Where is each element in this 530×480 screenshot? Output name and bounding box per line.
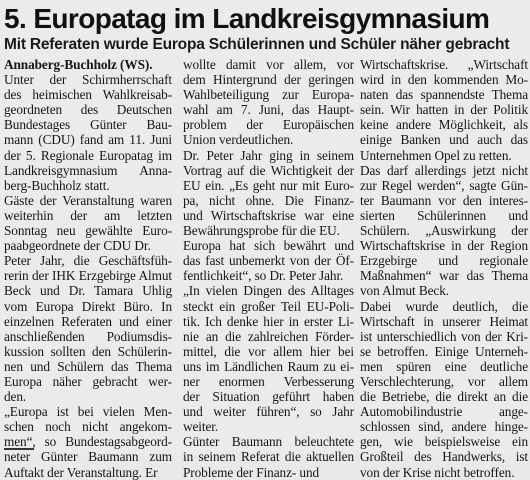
article-line: dem Hintergrund der geringen xyxy=(183,72,354,88)
article-column-2 xyxy=(183,57,354,480)
article-line: kussion sollten den Schülerin- xyxy=(4,343,172,359)
article-line: Bewährungsprobe für die EU. xyxy=(183,223,340,239)
article-line: Verschlechterung, vor allem xyxy=(360,373,528,389)
article-line: vom Europa Direkt Büro. In xyxy=(4,298,172,314)
article-line: der 5. Regionale Europatag im xyxy=(4,147,172,163)
article-line: berg-Buchholz statt. xyxy=(4,177,110,193)
article-line: Europa hat sich bewährt und xyxy=(183,238,354,254)
article-line: von Almut Beck. xyxy=(360,283,449,299)
dateline: Annaberg-Buchholz (WS). xyxy=(4,57,153,72)
article-line: nie an die zahlreichen Förder- xyxy=(183,328,354,344)
article-line: sierten Schülerinnen und xyxy=(360,207,528,223)
article-line: Sonntag neu gewählte Euro- xyxy=(4,223,172,239)
article-line: Europa näher gebracht wer- xyxy=(4,373,172,389)
article-line: einzelnen Referaten und einer xyxy=(4,313,172,329)
article-line: fentlichkeit“, so Dr. Peter Jahr. xyxy=(183,268,344,284)
article-line: steckt ein großer Teil EU-Poli- xyxy=(183,298,354,314)
article-line: weiterhin der am letzten xyxy=(4,207,172,223)
article-line: Großteil des Handwerks, ist xyxy=(360,449,528,465)
article-line: Wirtschaft in unserer Heimat xyxy=(360,313,528,329)
article-line: neter Günter Baumann zum xyxy=(4,449,172,465)
article-line: mittel, die vor allem hier bei xyxy=(183,343,354,359)
article-line: einige Banken und auch das xyxy=(360,132,528,148)
article-line: Wirtschaftskrise. „Wirtschaft xyxy=(360,57,528,72)
article-line: Maßnahmen“ war das Thema xyxy=(360,268,528,284)
article-line: Schülern. „Auswirkung der xyxy=(360,223,528,239)
article-line: und Wirtschaftskrise war eine xyxy=(183,207,354,223)
article-line: von der Krise nicht betroffen. xyxy=(360,464,515,480)
article-line: paabgeordnete der CDU Dr. xyxy=(4,238,151,254)
article-line: tik. Ich denke hier in erster Li- xyxy=(183,313,354,329)
article-line: wollte damit vor allem, vor xyxy=(183,57,354,72)
article-line: schen noch nicht angekom- xyxy=(4,419,172,435)
article-line: rerin der IHK Erzgebirge Almut xyxy=(4,268,172,284)
article-line: Dabei wurde deutlich, die xyxy=(360,298,528,314)
article-line: wahl am 7. Juni, das Haupt- xyxy=(183,102,354,118)
article-line: das fast unbemerkt von der Öf- xyxy=(183,253,354,269)
article-line: Das darf allerdings jetzt nicht xyxy=(360,162,528,178)
article-line: Probleme der Finanz- und xyxy=(183,464,320,480)
article-line: problem der Europäischen xyxy=(183,117,354,133)
subheadline: Mit Referaten wurde Europa Schülerinnen und Schüler näher gebracht xyxy=(4,36,510,53)
article-line: Dr. Peter Jahr ging in seinem xyxy=(183,147,354,163)
article-line: keine andere Möglichkeit, als xyxy=(360,117,528,133)
article-line: mann (CDU) fand am 11. Juni xyxy=(4,132,172,148)
article-line: pa, nicht ohne. Die Finanz- xyxy=(183,192,354,208)
article-line: Beck und Dr. Tamara Uhlig xyxy=(4,283,172,299)
article-line: men spüren eine deutliche xyxy=(360,358,528,374)
article-line: Erzgebirge und regionale xyxy=(360,253,528,269)
article-line: zur Regel werden“, sagte Gün- xyxy=(360,177,528,193)
article-line: weiter. xyxy=(183,419,219,435)
article-line: Union verdeutlichen. xyxy=(183,132,294,148)
article-line: Landkreisgymnasium Anna- xyxy=(4,162,172,178)
article-line: Unternehmen Opel zu retten. xyxy=(360,147,512,163)
article-line: Vortrag auf die Wichtigkeit der xyxy=(183,162,354,178)
article-line: Wirtschaftskrise in der Region xyxy=(360,238,528,254)
article-line: den. xyxy=(4,389,27,405)
article-line: wird in den kommenden Mo- xyxy=(360,72,528,88)
article-line: nen und Schülern das Thema xyxy=(4,358,172,374)
article-line: und weiter führen“, so Jahr xyxy=(183,404,354,420)
article-line: des heimischen Wahlkreisab- xyxy=(4,87,172,103)
article-line: EU ein. „Es geht nur mit Euro- xyxy=(183,177,354,193)
article-line: die Betriebe, die direkt an die xyxy=(360,389,528,405)
article-line: Peter Jahr, die Geschäftsfüh- xyxy=(4,253,172,269)
article-line: geordneten des Deutschen xyxy=(4,102,172,118)
article-line: Unter der Schirmherrschaft xyxy=(4,72,172,88)
article-line: Bundestages Günter Bau- xyxy=(4,117,172,133)
article-line: men“, so Bundestagsabgeord- xyxy=(4,434,172,450)
article-line: Gäste der Veranstaltung waren xyxy=(4,192,172,208)
article-line: ner enormen Verbesserung xyxy=(183,373,354,389)
article-line: Günter Baumann beleuchtete xyxy=(183,434,354,450)
article-column-1 xyxy=(4,57,172,480)
article-line: „Europa ist bei vielen Men- xyxy=(4,404,172,420)
article-line: ist unterschiedlich von der Kri- xyxy=(360,328,528,344)
article-line: se betroffen. Einige Unterneh- xyxy=(360,343,528,359)
article-line: „In vielen Dingen des Alltages xyxy=(183,283,354,299)
article-line: schlossen sind, andere hinge- xyxy=(360,419,528,435)
article-line: Automobilindustrie ange- xyxy=(360,404,528,420)
article-column-3 xyxy=(360,57,528,480)
article-line: Wahlbeteiligung zur Europa- xyxy=(183,87,354,103)
article-line: ter Baumann vor den interes- xyxy=(360,192,528,208)
article-line: in seinem Referat die aktuellen xyxy=(183,449,354,465)
headline: 5. Europatag im Landkreisgymnasium xyxy=(4,3,490,34)
article-line: Auftakt der Veranstaltung. Er xyxy=(4,464,158,480)
next-article-rule xyxy=(4,448,34,455)
article-line: uns im Ländlichen Raum zu ei- xyxy=(183,358,354,374)
article-line: gen, wie beispielsweise ein xyxy=(360,434,528,450)
article-line: sein. Wir hatten in der Politik xyxy=(360,102,528,118)
article-line: naten das spannendste Thema xyxy=(360,87,528,103)
article-line: anschließenden Podiumsdis- xyxy=(4,328,172,344)
article-line: der Situation geführt haben xyxy=(183,389,354,405)
